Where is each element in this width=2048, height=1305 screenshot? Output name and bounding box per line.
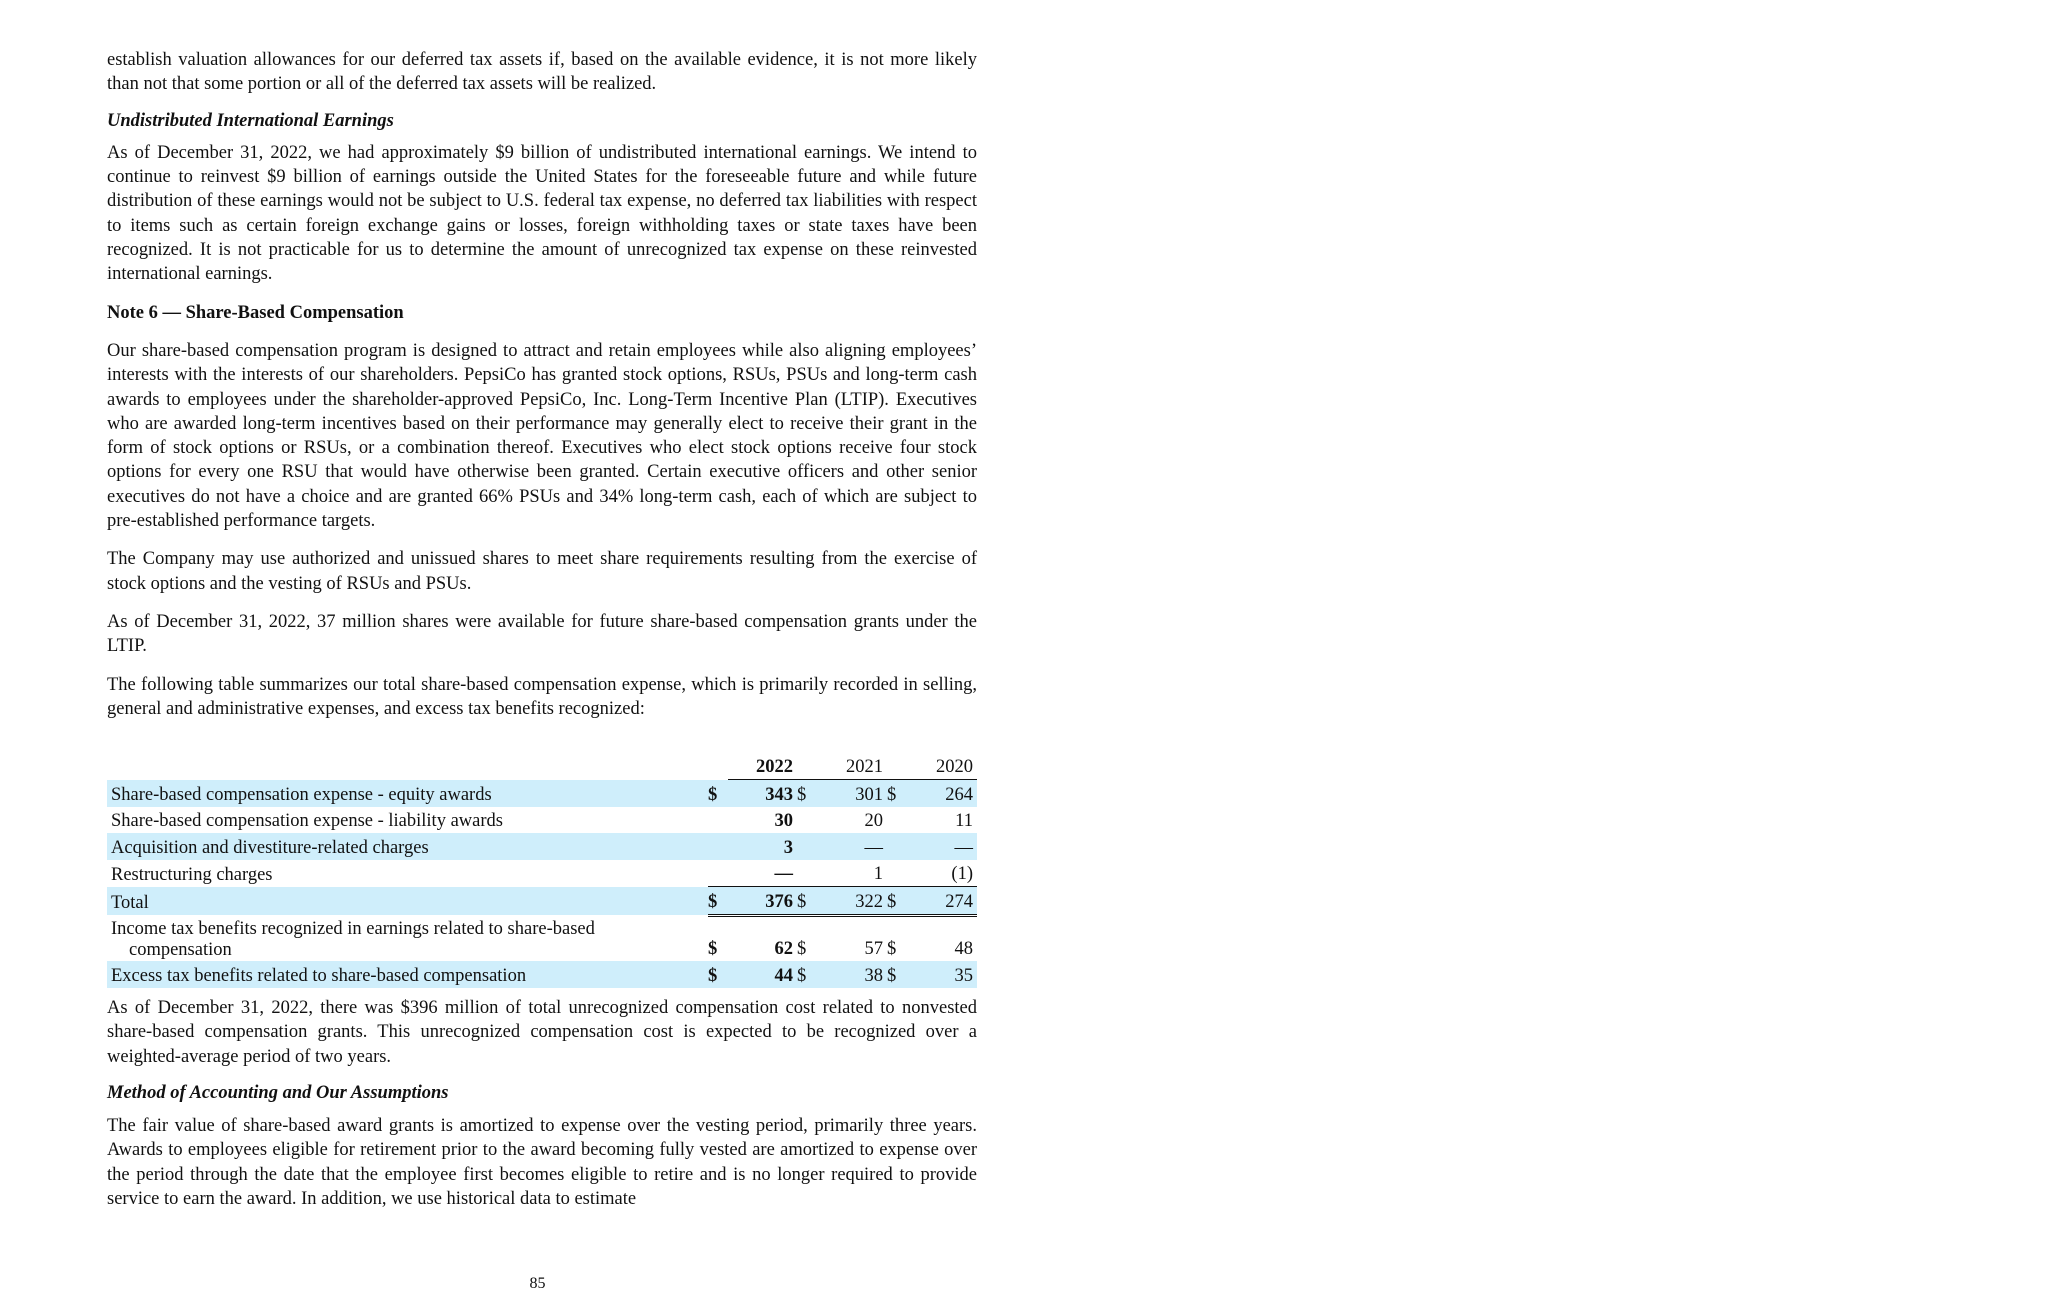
row-label: Income tax benefits recognized in earnings related to share-based compensation [111,919,595,961]
cell-value: — [907,833,977,860]
cell-value: 274 [907,887,977,916]
cell-value: — [774,864,793,885]
cell-value: 48 [954,939,973,960]
table-row [107,807,977,834]
row-label: Excess tax benefits related to share-based compensation [107,961,708,988]
table-row [107,833,977,860]
cell-value: 301 [817,780,887,807]
cell-value: 3 [728,833,797,860]
cell-value: — [817,833,887,860]
compensation-table [107,755,977,988]
note6-paragraph-1: Our share-based compensation program is designed to attract and retain employees while also aligning employees’ interests with the interests of our shareholders. PepsiCo has granted stock options, RSUs, PSUs and long-term cash awards to employees under the shareholder-approved PepsiCo, Inc. Long-Term Incentive Plan (LTIP). Executives who are awarded long-term incentives based on their performance may generally elect to receive their grant in the form of stock options or RSUs, or a combination thereof. Executives who elect stock options receive four stock options for every one RSU that would have otherwise been granted. Certain executive officers and other senior executives do not have a choice and are granted 66% PSUs and 34% long-term cash, each of which are subject to pre-established performance targets. [107,340,977,532]
note6-paragraph-3: As of December 31, 2022, 37 million shares were available for future share-based compensation grants under the LTIP. [107,611,977,657]
table-header-row [107,755,977,780]
undistributed-paragraph: As of December 31, 2022, we had approximately $9 billion of undistributed international earnings. We intend to continue to reinvest $9 billion of earnings outside the United States for the foreseeable future and while future distribution of these earnings would not be subject to U.S. federal tax expense, no deferred tax liabilities with respect to items such as certain foreign exchange gains or losses, foreign withholding taxes or state taxes have been recognized. It is not practicable for us to determine the amount of unrecognized tax expense on these reinvested international earnings. [107,142,977,285]
table-row: Share-based compensation expense - equity awards $ 343 $ 301 $ 264 [107,780,977,807]
row-label: Share-based compensation expense - liability awards [111,811,503,832]
method-paragraph: The fair value of share-based award grants is amortized to expense over the vesting period, primarily three years. Awards to employees eligible for retirement prior to the award becoming fully vested are amortized to expense over the period through the date that the employee first becomes eligible to retire and is no longer required to provide service to earn the award. In addition, we use historical data to estimate [107,1116,977,1209]
cell-value: 1 [873,864,883,885]
method-heading: Method of Accounting and Our Assumptions [107,1082,449,1103]
cell-value: 57 [864,939,883,960]
year-header: 2022 [728,755,797,780]
cell-value: 35 [907,961,977,988]
cell-value: 30 [774,811,793,832]
row-label: Share-based compensation expense - equity awards [107,780,708,807]
note6-paragraph-2: The Company may use authorized and unissued shares to meet share requirements resulting from the exercise of stock options and the vesting of RSUs and PSUs. [107,549,977,594]
cell-value: 343 [728,780,797,807]
cell-value: 264 [907,780,977,807]
intro-paragraph: establish valuation allowances for our deferred tax assets if, based on the available evidence, it is not more likely than not that some portion or all of the deferred tax assets will be realized. [107,50,977,95]
page-number: 85 [529,1275,546,1292]
table-row: Excess tax benefits related to share-based compensation $ 44 $ 38 $ 35 [107,961,977,988]
cell-value: 38 [817,961,887,988]
row-label: Acquisition and divestiture-related charges [107,833,708,860]
row-label: Restructuring charges [111,864,273,885]
cell-value: 20 [864,811,883,832]
table-total-row: Total $ 376 $ 322 $ 274 [107,887,977,916]
cell-value: 376 [728,887,797,916]
year-header: 2021 [817,755,887,780]
cell-value: 11 [955,811,973,832]
note6-heading: Note 6 — Share-Based Compensation [107,302,404,323]
row-label: Total [107,887,708,916]
document-page [107,48,977,1211]
cell-value: (1) [951,864,973,885]
note6-paragraph-4: The following table summarizes our total share-based compensation expense, which is primarily recorded in selling, general and administrative expenses, and excess tax benefits recognized: [107,674,977,719]
cell-value: 44 [728,961,797,988]
undistributed-heading: Undistributed International Earnings [107,110,394,131]
table-row: Income tax benefits recognized in earnings related to share-based compensation $ 62 $ 57 $ 48 [107,915,977,961]
table-row [107,860,977,887]
cell-value: 62 [774,939,793,960]
after-table-paragraph: As of December 31, 2022, there was $396 million of total unrecognized compensation cost related to nonvested share-based compensation grants. This unrecognized compensation cost is expected to be recognized over a weighted-average period of two years. [107,997,977,1067]
year-header: 2020 [907,755,977,780]
cell-value: 322 [817,887,887,916]
